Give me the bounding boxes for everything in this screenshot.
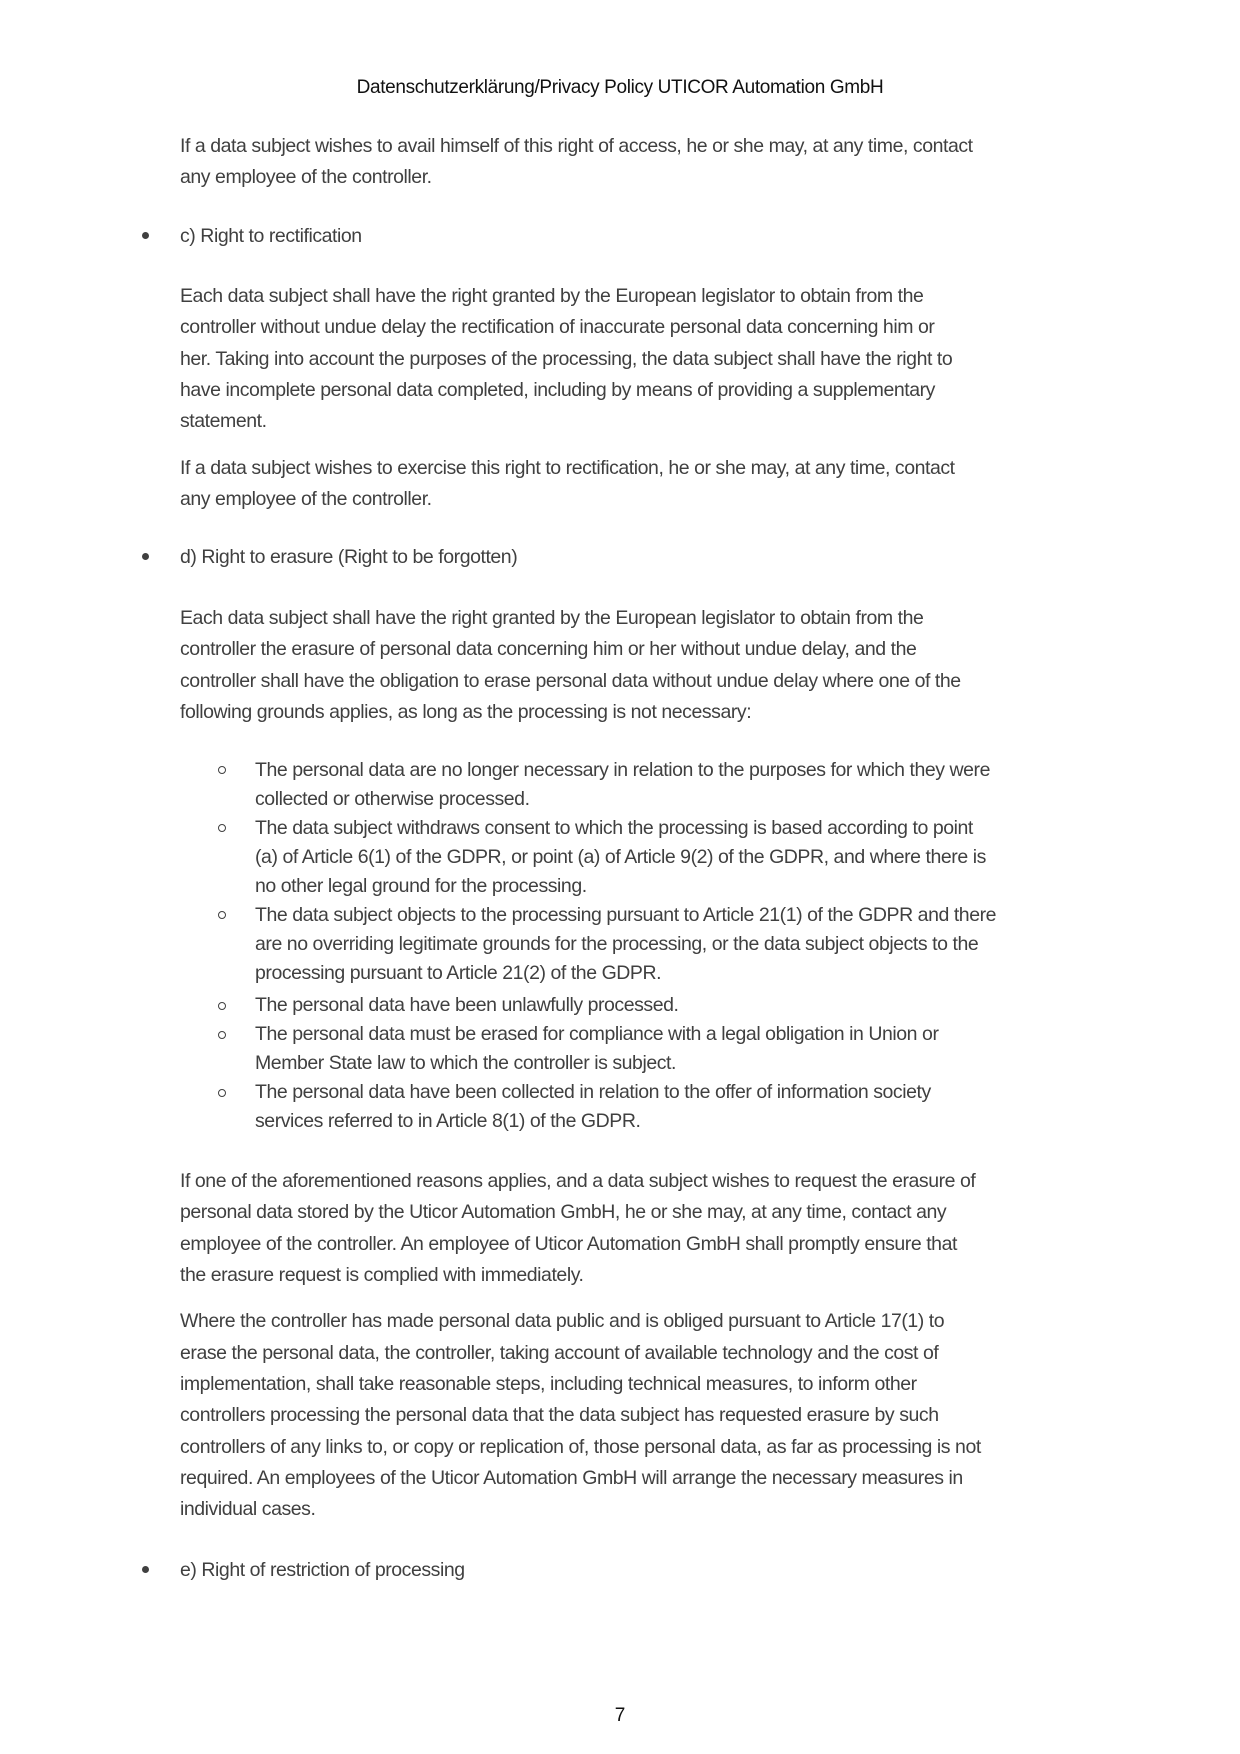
paragraph-line: If a data subject wishes to avail himself of this right of access, he or she may, at any time, contact [180, 135, 973, 157]
circle-bullet-icon [218, 766, 226, 774]
paragraph-line: implementation, shall take reasonable steps, including technical measures, to inform other [180, 1373, 917, 1395]
list-item-line: The personal data must be erased for compliance with a legal obligation in Union or [255, 1023, 939, 1045]
circle-bullet-icon [218, 1089, 226, 1097]
paragraph-line: statement. [180, 410, 267, 432]
paragraph-line: controller without undue delay the rectification of inaccurate personal data concerning him or [180, 316, 935, 338]
paragraph-line: any employee of the controller. [180, 166, 432, 188]
paragraph-line: controller shall have the obligation to erase personal data without undue delay where one of the [180, 670, 961, 692]
paragraph-line: Each data subject shall have the right granted by the European legislator to obtain from the [180, 285, 924, 307]
paragraph-line: controller the erasure of personal data concerning him or her without undue delay, and the [180, 638, 917, 660]
paragraph-line: controllers of any links to, or copy or replication of, those personal data, as far as processing is not [180, 1436, 981, 1458]
paragraph-line: her. Taking into account the purposes of the processing, the data subject shall have the right to [180, 348, 953, 370]
circle-bullet-icon [218, 1031, 226, 1039]
list-item-line: The personal data have been collected in relation to the offer of information society [255, 1081, 931, 1103]
paragraph-line: If a data subject wishes to exercise this right to rectification, he or she may, at any time, contact [180, 457, 955, 479]
paragraph-line: erase the personal data, the controller, taking account of available technology and the cost of [180, 1342, 939, 1364]
list-item-line: are no overriding legitimate grounds for the processing, or the data subject objects to the [255, 933, 979, 955]
list-item-line: The data subject objects to the processing pursuant to Article 21(1) of the GDPR and there [255, 904, 997, 926]
list-item-line: The personal data have been unlawfully processed. [255, 994, 679, 1016]
list-item-line: The personal data are no longer necessary in relation to the purposes for which they were [255, 759, 990, 781]
list-item-line: processing pursuant to Article 21(2) of the GDPR. [255, 962, 662, 984]
paragraph-line: the erasure request is complied with immediately. [180, 1264, 584, 1286]
section-heading-erasure: d) Right to erasure (Right to be forgotten) [180, 546, 518, 568]
paragraph-line: controllers processing the personal data that the data subject has requested erasure by such [180, 1404, 939, 1426]
list-item-line: no other legal ground for the processing. [255, 875, 587, 897]
paragraph-line: required. An employees of the Uticor Automation GmbH will arrange the necessary measures in [180, 1467, 963, 1489]
page-number: 7 [614, 1705, 626, 1726]
bullet-icon [142, 553, 149, 560]
list-item-line: collected or otherwise processed. [255, 788, 530, 810]
list-item-line: Member State law to which the controller is subject. [255, 1052, 676, 1074]
section-heading-rectification: c) Right to rectification [180, 225, 362, 247]
circle-bullet-icon [218, 824, 226, 832]
paragraph-line: employee of the controller. An employee of Uticor Automation GmbH shall promptly ensure that [180, 1233, 957, 1255]
paragraph-line: individual cases. [180, 1498, 316, 1520]
bullet-icon [142, 1566, 149, 1573]
section-heading-restriction: e) Right of restriction of processing [180, 1559, 465, 1581]
paragraph-line: Where the controller has made personal data public and is obliged pursuant to Article 17(1) to [180, 1310, 945, 1332]
page-header: Datenschutzerklärung/Privacy Policy UTICOR Automation GmbH [356, 77, 884, 98]
paragraph-line: If one of the aforementioned reasons applies, and a data subject wishes to request the erasure of [180, 1170, 976, 1192]
paragraph-line: Each data subject shall have the right granted by the European legislator to obtain from the [180, 607, 924, 629]
list-item-line: (a) of Article 6(1) of the GDPR, or point (a) of Article 9(2) of the GDPR, and where there is [255, 846, 986, 868]
list-item-line: services referred to in Article 8(1) of the GDPR. [255, 1110, 641, 1132]
paragraph-line: personal data stored by the Uticor Automation GmbH, he or she may, at any time, contact any [180, 1201, 947, 1223]
paragraph-line: following grounds applies, as long as the processing is not necessary: [180, 701, 752, 723]
paragraph-line: have incomplete personal data completed, including by means of providing a supplementary [180, 379, 935, 401]
paragraph-line: any employee of the controller. [180, 488, 432, 510]
circle-bullet-icon [218, 911, 226, 919]
circle-bullet-icon [218, 1002, 226, 1010]
list-item-line: The data subject withdraws consent to which the processing is based according to point [255, 817, 973, 839]
bullet-icon [142, 232, 149, 239]
